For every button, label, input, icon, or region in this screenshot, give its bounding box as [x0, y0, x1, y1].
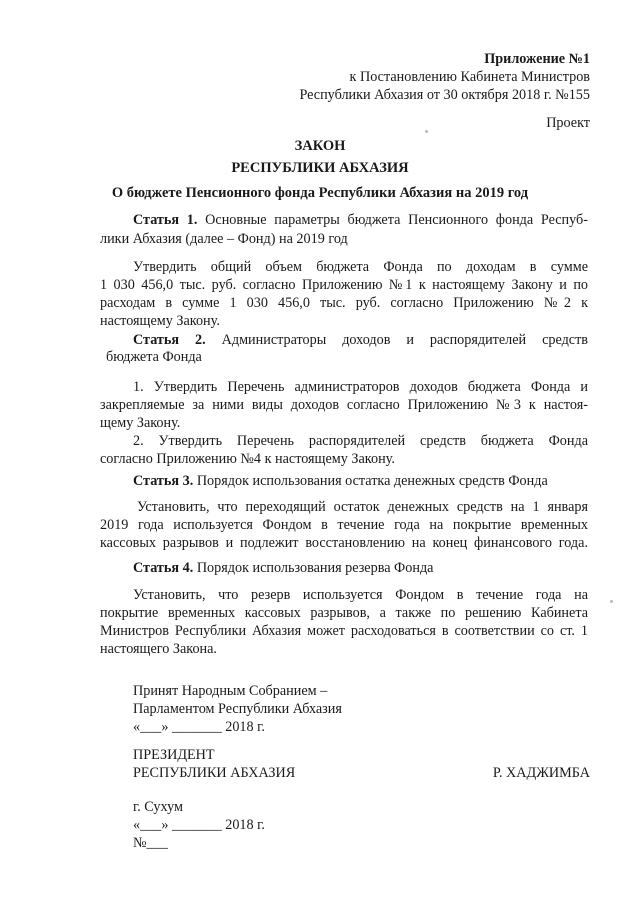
republic-title: РЕСПУБЛИКИ АБХАЗИЯ	[231, 160, 409, 176]
article-2-heading-line-2: бюджета Фонда	[106, 349, 202, 365]
adoption-line-1: Принят Народным Собранием –	[133, 683, 328, 699]
law-title: ЗАКОН	[294, 138, 346, 154]
article-2-item-2-line-1: 2. Утвердить Перечень распорядителей средств бюджета Фонда	[133, 433, 588, 449]
article-2-heading-line-1: Статья 2. Администраторы доходов и распорядителей средств	[133, 332, 589, 348]
adoption-date: «___» _______ 2018 г.	[133, 719, 265, 735]
appendix-line-1: к Постановлению Кабинета Министров	[349, 69, 590, 85]
article-1-text-line-2: 1 030 456,0 тыс. руб. согласно Приложению №1 к настоящему Закону и по	[100, 277, 588, 293]
article-4-text-line-4: настоящего Закона.	[100, 641, 217, 657]
article-3-text-line-1: Установить, что переходящий остаток денежных средств на 1 января	[137, 499, 588, 515]
article-1-heading-line-1: Статья 1. Основные параметры бюджета Пенсионного фонда Респуб-	[133, 212, 588, 228]
scan-speck	[425, 130, 428, 133]
article-1-text-line-4: настоящему Закону.	[100, 313, 220, 329]
adoption-line-2: Парламентом Республики Абхазия	[133, 701, 342, 717]
article-3-label: Статья 3.	[133, 473, 194, 489]
article-2-item-1-line-2: закрепляемые за ними виды доходов согласно Приложению №3 к настоя-	[100, 397, 588, 413]
place-city: г. Сухум	[133, 799, 183, 815]
article-3-heading: Статья 3. Порядок использования остатка денежных средств Фонда	[133, 473, 548, 489]
article-2-label: Статья 2.	[133, 332, 206, 348]
president-name: Р. ХАДЖИМБА	[492, 765, 590, 781]
article-1-label: Статья 1.	[133, 212, 198, 228]
article-1-text-line-3: расходам в сумме 1 030 456,0 тыс. руб. согласно Приложению №2 к	[100, 295, 588, 311]
scan-speck	[610, 600, 613, 603]
president-title-line-2: РЕСПУБЛИКИ АБХАЗИЯ	[133, 765, 296, 781]
president-title-line-1: ПРЕЗИДЕНТ	[133, 747, 215, 763]
article-4-text-line-2: покрытие временных кассовых разрывов, а также по решению Кабинета	[100, 605, 588, 621]
article-1-text-line-1: Утвердить общий объем бюджета Фонда по доходам в сумме	[133, 259, 588, 275]
article-1-heading-line-2: лики Абхазия (далее – Фонд) на 2019 год	[100, 231, 348, 247]
article-4-label: Статья 4.	[133, 560, 194, 576]
appendix-title: Приложение №1	[484, 51, 590, 67]
appendix-line-2: Республики Абхазия от 30 октября 2018 г. №155	[299, 87, 590, 103]
document-number: №___	[133, 835, 168, 851]
article-4-text-line-3: Министров Республики Абхазия может расходоваться в соответствии со ст. 1	[100, 623, 588, 639]
article-2-item-2-line-2: согласно Приложению №4 к настоящему Закону.	[100, 451, 395, 467]
place-date: «___» _______ 2018 г.	[133, 817, 265, 833]
article-3-text-line-3: кассовых разрывов и подлежит восстановлению на конец финансового года.	[100, 535, 588, 551]
article-2-item-1-line-1: 1. Утвердить Перечень администраторов доходов бюджета Фонда и	[133, 379, 588, 395]
article-3-text-line-2: 2019 года используется Фондом в течение года на покрытие временных	[100, 517, 588, 533]
law-subject: О бюджете Пенсионного фонда Республики Абхазия на 2019 год	[111, 185, 529, 201]
article-4-text-line-1: Установить, что резерв используется Фондом в течение года на	[133, 587, 588, 603]
draft-label: Проект	[546, 115, 590, 131]
article-2-item-1-line-3: щему Закону.	[100, 415, 181, 431]
article-4-heading: Статья 4. Порядок использования резерва Фонда	[133, 560, 434, 576]
